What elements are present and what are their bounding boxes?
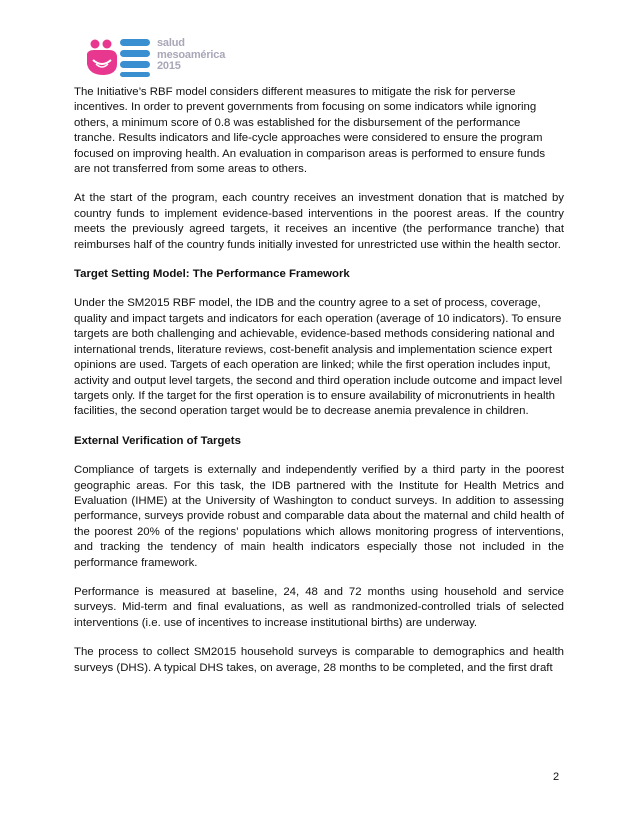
logo-line-mesoamerica: mesoamérica [157, 48, 226, 61]
logo-wordmark [157, 38, 225, 73]
paragraph-compliance: Compliance of targets is externally and independently verified by a third party in the poorest geographic areas. For this task, the IDB partnered with the Institute for Health Metrics and Evaluation (IHME) at the University of Washington to conduct surveys. In addition to assessing performance, surveys provide robust and comparable data about the maternal and child health of the poorest 20% of the regions’ populations which allows monitoring progress of interventions, and tracking the tendency of main health indicators especially those not included in the performance framework. [74, 464, 564, 569]
heading-external-verification: External Verification of Targets [74, 434, 241, 447]
page-number: 2 [553, 771, 560, 783]
logo-line-year: 2015 [157, 60, 181, 72]
paragraph-performance-measured: Performance is measured at baseline, 24, 48 and 72 months using household and service surveys. Mid-term and final evaluations, as well as randmonized-controlled trials of selected interventions (i.e. use of incentives to increase institutional births) are underway. [74, 585, 564, 629]
heading-target-setting: Target Setting Model: The Performance Framework [74, 268, 350, 281]
paragraph-rbf-model: The Initiative’s RBF model considers different measures to mitigate the risk for perverse incentives. In order to prevent governments from focusing on some indicators while ignoring others, a minimum score of 0.8 was established for the disbursement of the performance tranche. Results indicators and life-cycle approaches were considered to ensure the program focused on improving health. An evaluation in comparison areas is performed to ensure funds are not transferred from some areas to others. [74, 86, 546, 176]
paragraph-survey-process: The process to collect SM2015 household surveys is comparable to demographics and health surveys (DHS). A typical DHS takes, on average, 28 months to be completed, and the first draft [74, 646, 564, 674]
logo-line-salud: salud [157, 37, 185, 49]
paragraph-program-start: At the start of the program, each country receives an investment donation that is matched by country funds to implement evidence-based interventions in the poorest areas. If the country meets the previously agreed targets, it receives an incentive (the performance tranche) that reimburses half of the country funds initially invested for unrestricted use within the health sector. [74, 192, 564, 251]
paragraph-target-model: Under the SM2015 RBF model, the IDB and the country agree to a set of process, coverage, quality and impact targets and indicators for each operation (average of 10 indicators). To ensure targets are both challenging and achievable, evidence-based methods considering national and international trends, literature reviews, cost-benefit analysis and implementation science expert opinions are used. Targets of each operation are linked; while the first operation includes input, activity and output level targets, the second and third operation include outcome and impact level targets only. If the target for the first operation is to ensure availability of micronutrients in health facilities, the second operation target would be to decrease anemia prevalence in children. [74, 297, 563, 418]
document-body [74, 85, 564, 690]
